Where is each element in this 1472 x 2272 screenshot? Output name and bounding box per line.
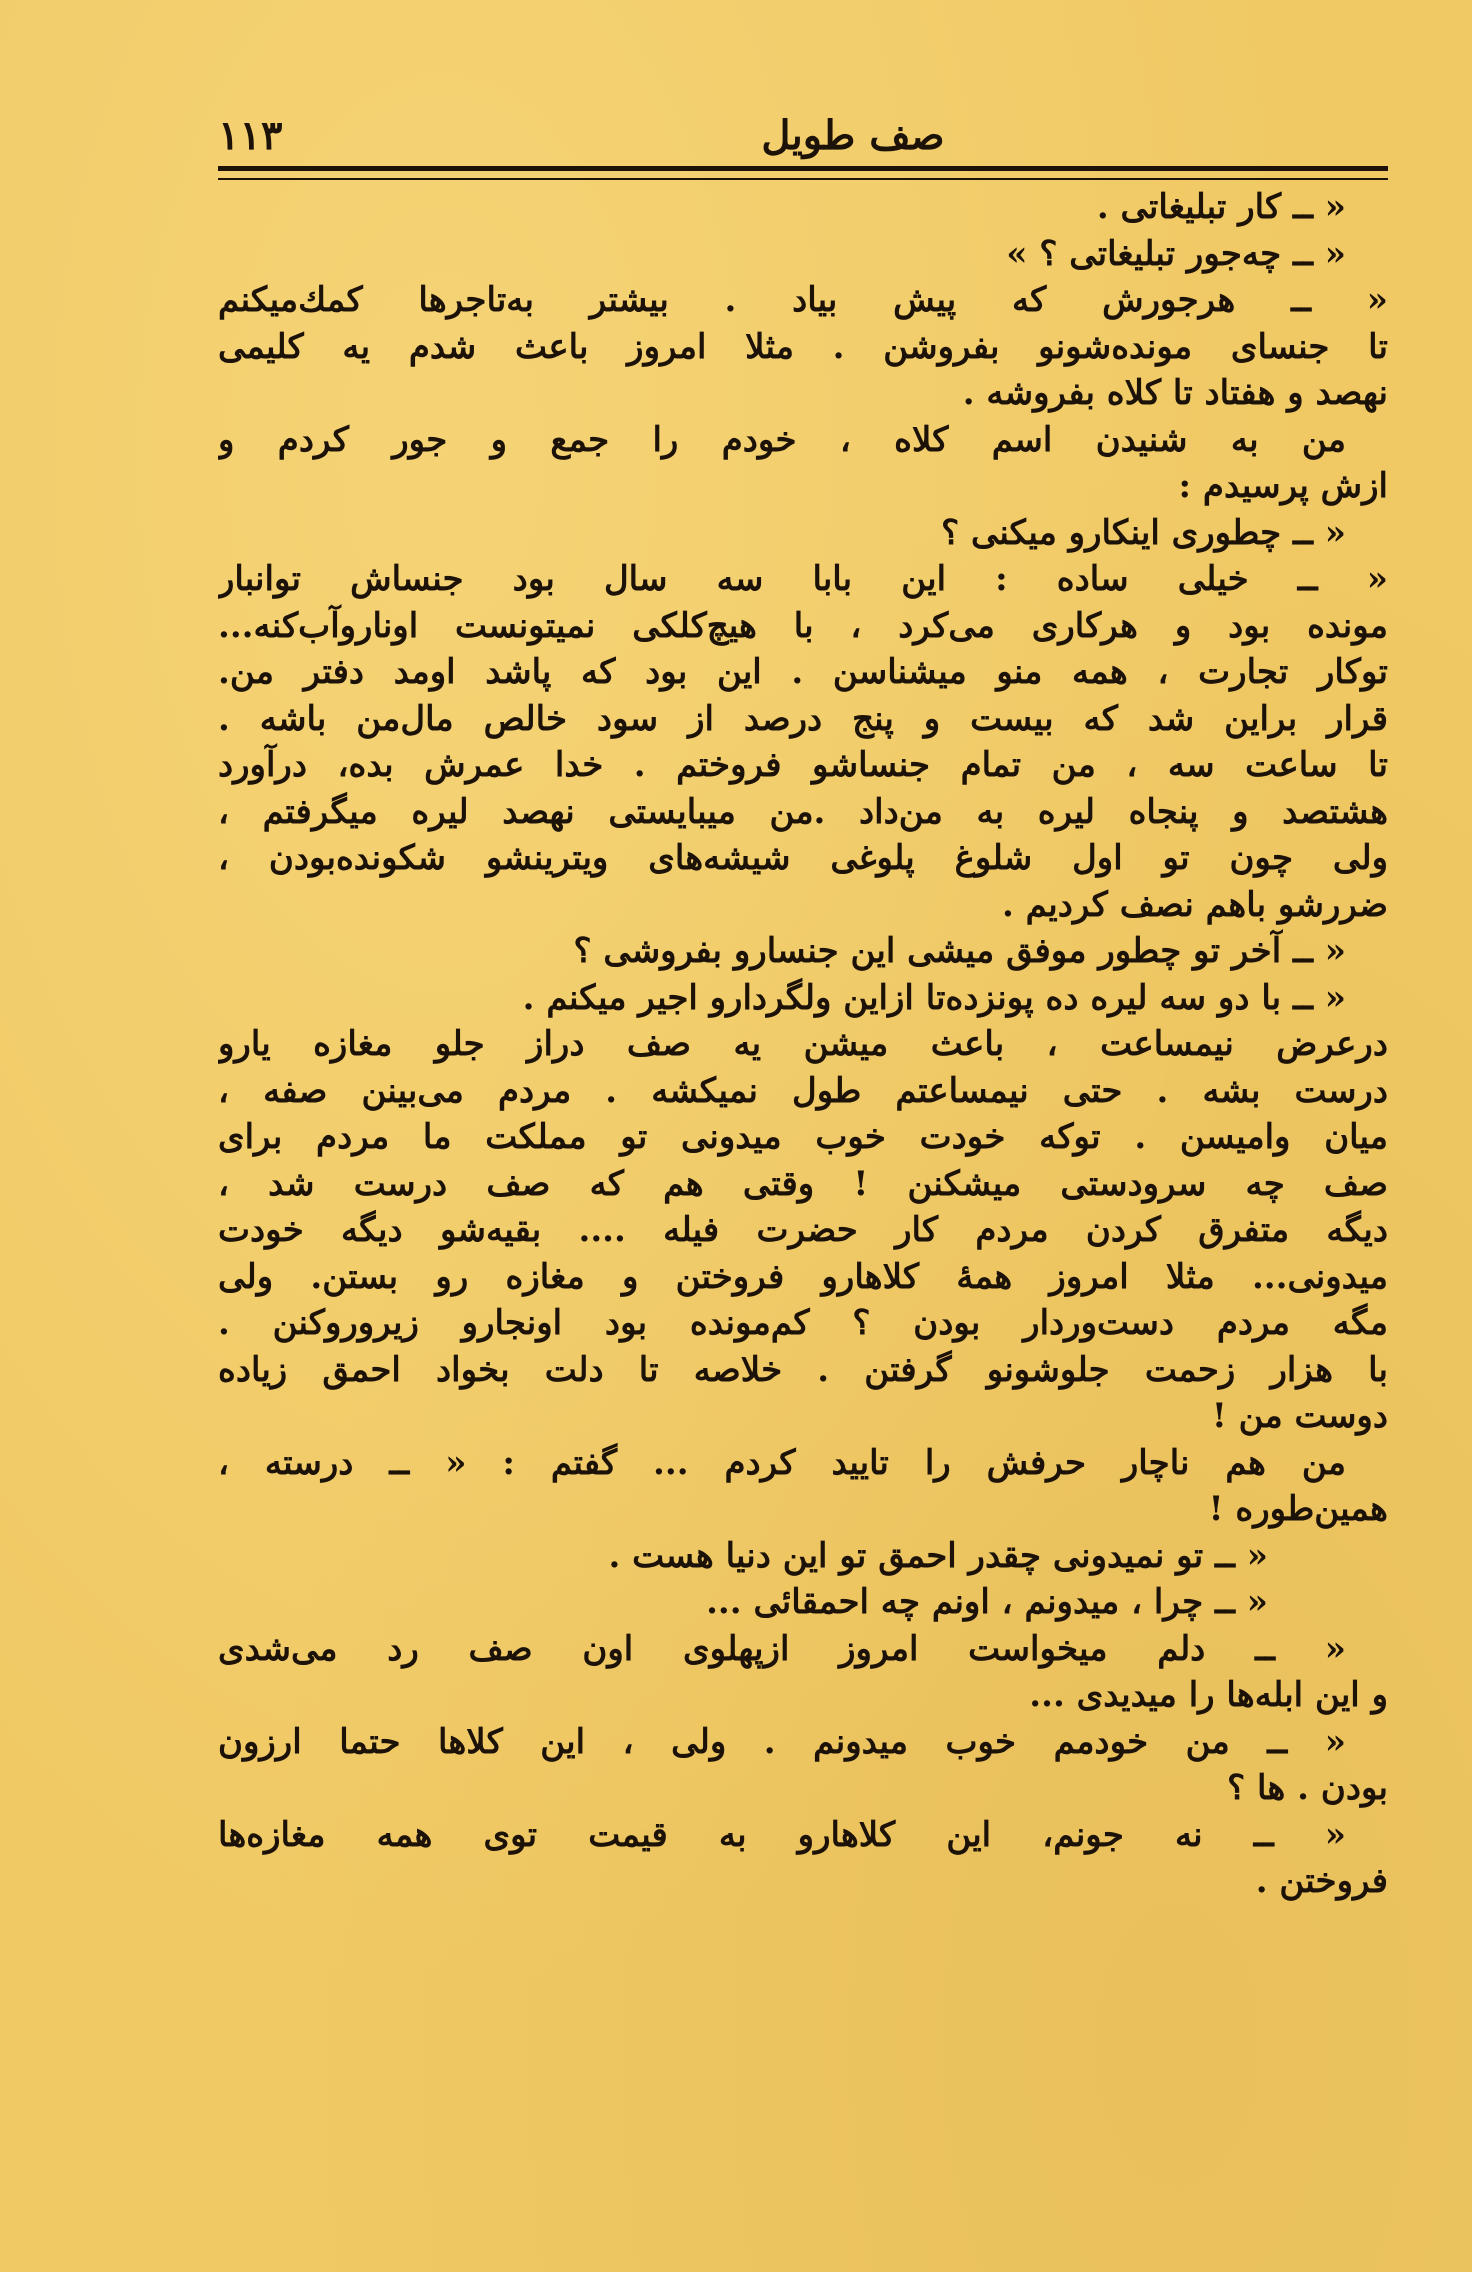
text-line: فروختن . — [1255, 1861, 1388, 1901]
running-title: صف طویل — [761, 112, 945, 159]
text-line: « ــ نه جونم، این کلاهارو به قیمت توی همه مغازه‌ها — [218, 1814, 1346, 1855]
text-line: « ــ آخر تو چطور موفق میشی این جنسارو بفروشی ؟ — [573, 931, 1346, 971]
text-line: میدونی... مثلا امروز همهٔ کلاهارو فروختن و مغازه رو بستن. ولی — [218, 1256, 1388, 1297]
text-line: میان وامیسن . توکه خودت خوب میدونی تو مملکت ما مردم برای — [218, 1117, 1388, 1157]
text-line: « ــ من خودمم خوب میدونم . ولی ، این کلاها حتما ارزون — [218, 1721, 1346, 1762]
text-line: تا جنسای مونده‌شونو بفروشن . مثلا امروز باعث شدم یه کلیمی — [218, 326, 1388, 367]
text-line: دوست من ! — [1211, 1396, 1388, 1436]
text-line: مونده بود و هرکاری می‌کرد ، با هیچ‌کلکی نمیتونست اوناروآب‌کنه... — [218, 605, 1388, 646]
text-line: درعرض نیمساعت ، باعث میشن یه صف دراز جلو مغازه یارو — [218, 1024, 1388, 1064]
text-line: تا ساعت سه ، من تمام جنساشو فروختم . خدا عمرش بده، درآورد — [218, 745, 1388, 785]
text-line: « ــ خیلی ساده : این بابا سه سال بود جنساش توانبار — [218, 559, 1388, 599]
text-line: درست بشه . حتی نیمساعتم طول نمیکشه . مردم می‌بینن صفه ، — [218, 1070, 1388, 1111]
text-line: « ــ چطوری اینکارو میکنی ؟ — [941, 512, 1346, 553]
page-number: ۱۱۳ — [218, 112, 283, 159]
text-line: بودن . ها ؟ — [1227, 1768, 1388, 1808]
text-line: « ــ چرا ، میدونم ، اونم چه احمقائی ... — [706, 1582, 1268, 1622]
text-line: « ــ چه‌جور تبلیغاتی ؟ » — [1006, 233, 1346, 274]
page-header — [218, 108, 1388, 168]
text-line: ازش پرسیدم : — [1178, 466, 1388, 506]
text-line: و این ابله‌ها را میدیدی ... — [1029, 1675, 1388, 1715]
text-line: صف چه سرودستی میشکنن ! وقتی هم که صف درست شد ، — [218, 1163, 1388, 1204]
text-line: « ــ هرجورش که پیش بیاد . بیشتر به‌تاجرها کمك‌میکنم — [218, 280, 1388, 320]
text-line: « ــ تو نمیدونی چقدر احمق تو این دنیا هست . — [608, 1535, 1268, 1576]
text-line: « ــ با دو سه لیره ده پونزده‌تا ازاین ولگردارو اجیر میکنم . — [522, 977, 1346, 1018]
text-line: با هزار زحمت جلوشونو گرفتن . خلاصه تا دلت بخواد احمق زیاده — [218, 1349, 1388, 1390]
text-line: هشتصد و پنجاه لیره به من‌داد .من میبایستی نهصد لیره میگرفتم ، — [218, 791, 1388, 832]
text-line: قرار براین شد که بیست و پنج درصد از سود خالص مال‌من باشه . — [218, 698, 1388, 739]
text-line: مگه مردم دست‌وردار بودن ؟ کم‌مونده بود اونجارو زیروروکنن . — [218, 1303, 1388, 1343]
text-line: من هم ناچار حرفش را تایید کردم ... گفتم : « ــ درسته ، — [218, 1442, 1346, 1483]
text-line: من به شنیدن اسم کلاه ، خودم را جمع و جور کردم و — [218, 419, 1346, 460]
text-line: توکار تجارت ، همه منو میشناسن . این بود که پاشد اومد دفتر من. — [218, 652, 1388, 692]
body-text — [218, 184, 1388, 1905]
header-rule-thick — [218, 166, 1388, 171]
text-line: « ــ دلم میخواست امروز ازپهلوی اون صف رد می‌شدی — [218, 1628, 1346, 1669]
text-line: نهصد و هفتاد تا کلاه بفروشه . — [962, 373, 1388, 413]
text-line: « ــ کار تبلیغاتی . — [1096, 187, 1346, 227]
text-line: ولی چون تو اول شلوغ پلوغی شیشه‌های ویترینشو شکونده‌بودن ، — [218, 838, 1388, 878]
header-rule-thin — [218, 178, 1388, 180]
text-line: ضررشو باهم نصف کردیم . — [1002, 884, 1388, 925]
text-line: همین‌طوره ! — [1208, 1489, 1388, 1529]
text-line: دیگه متفرق کردن مردم کار حضرت فیله .... بقیه‌شو دیگه خودت — [218, 1210, 1388, 1250]
